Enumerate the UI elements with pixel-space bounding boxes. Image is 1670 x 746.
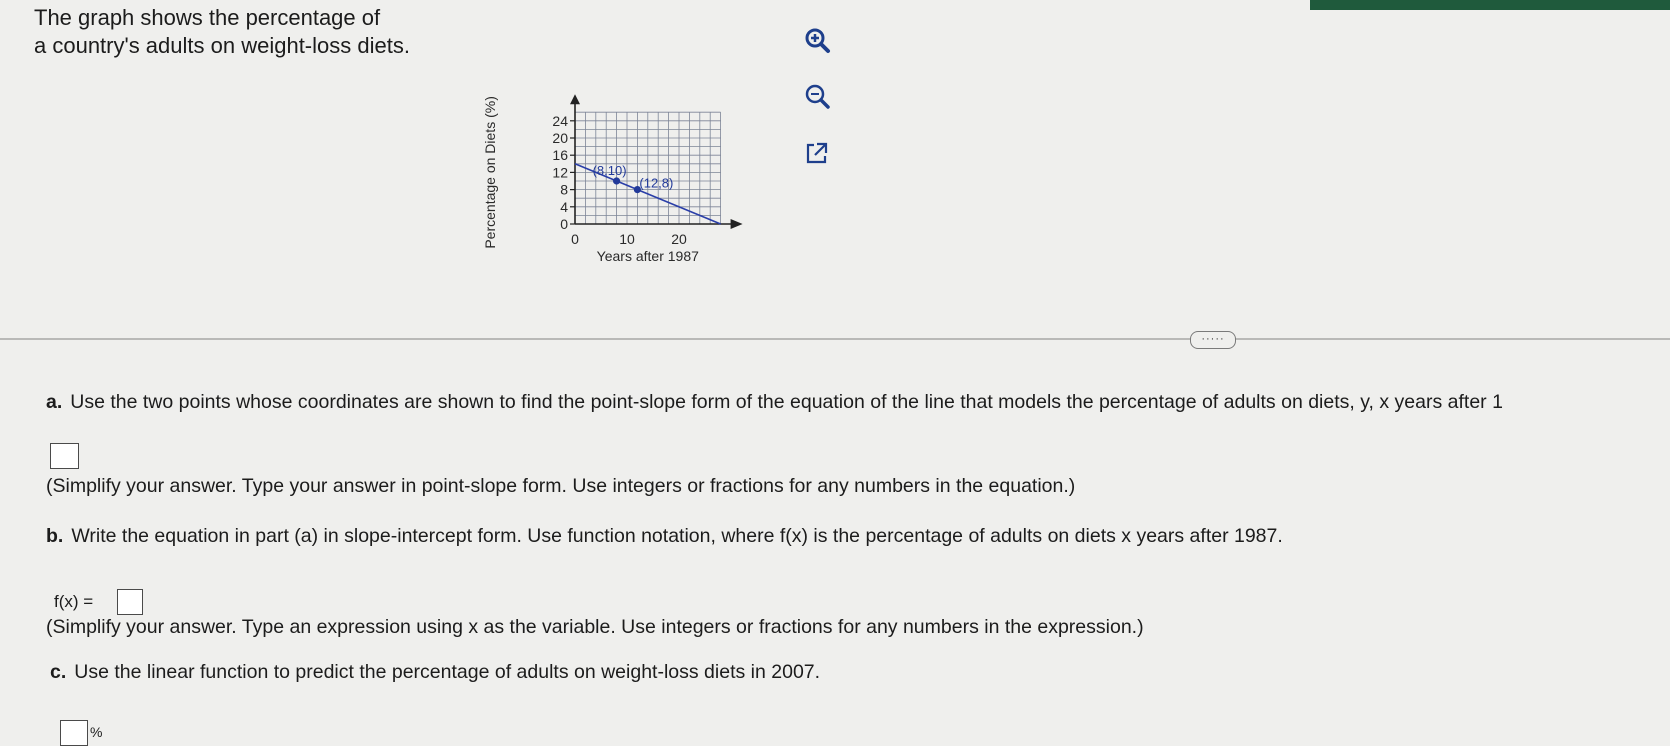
y-tick-label: 8 [560, 181, 568, 198]
zoom-in-icon [802, 26, 832, 56]
part-c-text: Use the linear function to predict the percentage of adults on weight-loss diets in 2007. [74, 661, 821, 683]
part-a-text: Use the two points whose coordinates are shown to find the point-slope form of the equation of the line that models the percentage of adults on diets, y, x years after 1 [70, 391, 1503, 413]
data-point-label: (12,8) [639, 175, 674, 191]
part-a-letter: a. [46, 391, 63, 413]
y-axis-label: Percentage on Diets (%) [482, 96, 498, 249]
part-a-answer-input[interactable] [50, 443, 79, 469]
part-a-question [46, 391, 1503, 414]
problem-prompt [34, 4, 474, 60]
x-axis-arrow [731, 219, 743, 229]
prompt-line-1: The graph shows the percentage of [34, 5, 381, 30]
part-b-hint: (Simplify your answer. Type an expression using x as the variable. Use integers or fractions for any numbers in the expression.) [46, 616, 1144, 638]
x-tick-label: 20 [671, 231, 687, 247]
zoom-out-button[interactable] [800, 80, 834, 114]
part-b-answer-input[interactable] [117, 589, 143, 615]
y-tick-label: 24 [552, 112, 568, 129]
part-a-hint: (Simplify your answer. Type your answer in point-slope form. Use integers or fractions for any numbers in the equation.) [46, 475, 1076, 497]
x-tick-label: 0 [571, 231, 579, 247]
y-tick-label: 20 [552, 130, 568, 146]
part-c-letter: c. [50, 661, 67, 683]
data-point-label: (8,10) [592, 163, 627, 178]
y-tick-label: 16 [552, 147, 568, 164]
more-options-button[interactable]: ····· [1190, 331, 1236, 349]
popout-icon [803, 139, 831, 167]
y-tick-label: 4 [560, 198, 568, 215]
fx-label: f(x) = [54, 592, 94, 611]
data-point [613, 177, 620, 184]
y-axis-arrow [570, 94, 580, 104]
part-b-letter: b. [46, 525, 64, 547]
graph-tools [800, 24, 834, 192]
section-divider [0, 338, 1670, 340]
y-tick-label: 12 [552, 164, 568, 181]
part-b-text: Write the equation in part (a) in slope-intercept form. Use function notation, where f(x) is the percentage of adults on diets x years after 1987. [71, 525, 1283, 547]
zoom-in-button[interactable] [800, 24, 834, 58]
prompt-line-2: a country's adults on weight-loss diets. [34, 33, 410, 58]
part-c-question [50, 661, 820, 684]
part-c-answer-input[interactable] [60, 720, 88, 746]
percent-unit: % [90, 724, 103, 740]
x-tick-label: 10 [619, 231, 635, 247]
y-tick-label: 0 [560, 216, 568, 232]
header-bar [1310, 0, 1670, 10]
diet-line-chart [482, 8, 770, 278]
zoom-out-icon [802, 82, 832, 112]
part-b-question [46, 525, 1283, 548]
popout-button[interactable] [800, 136, 834, 170]
x-axis-label: Years after 1987 [596, 248, 699, 264]
